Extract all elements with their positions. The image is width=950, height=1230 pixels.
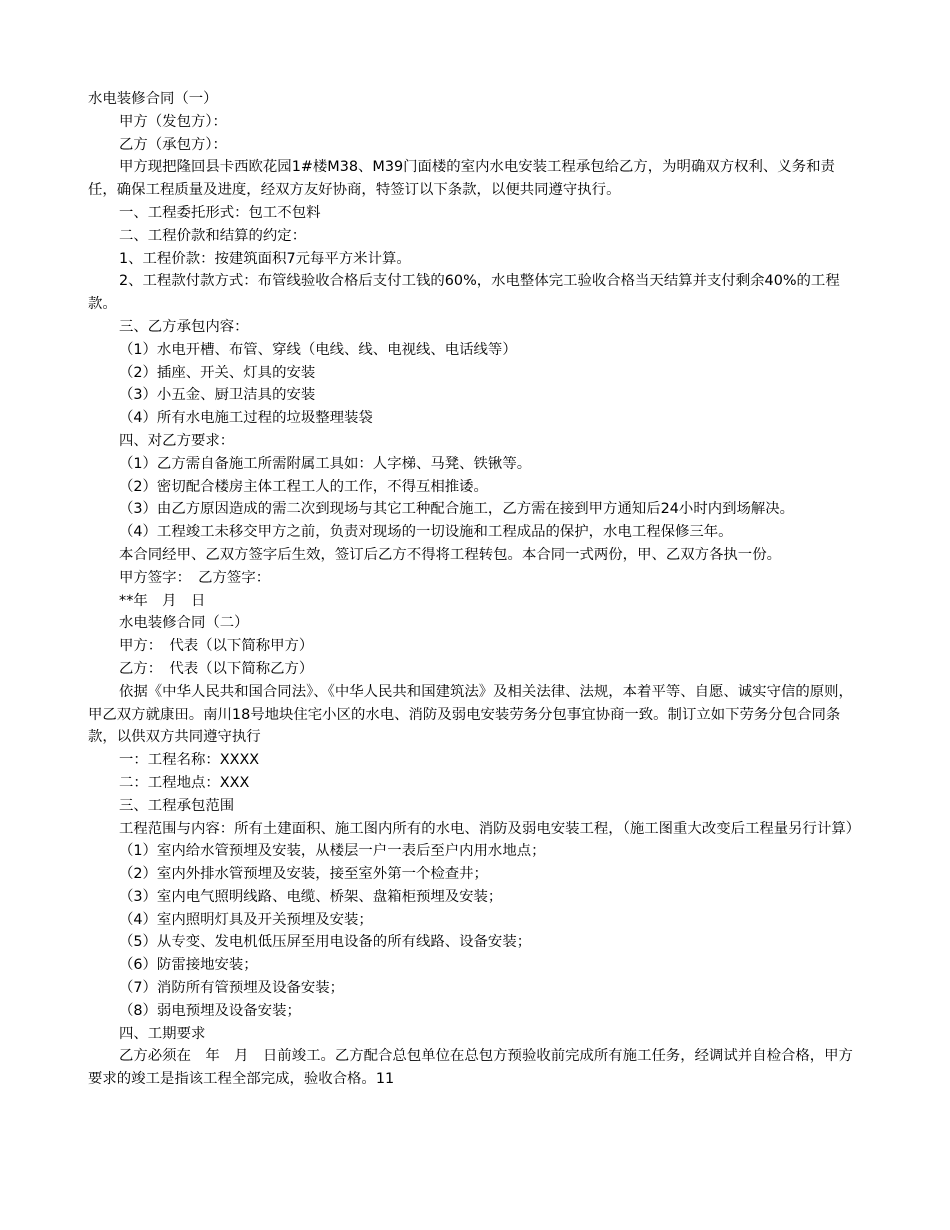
list-item: （5）从专变、发电机低压屏至用电设备的所有线路、设备安装； bbox=[119, 934, 532, 951]
party-b-line: 乙方（承包方）： bbox=[119, 136, 227, 153]
list-item: （2）密切配合楼房主体工程工人的工作，不得互相推诿。 bbox=[119, 478, 488, 495]
list-item: （3）由乙方原因造成的需二次到现场与其它工种配合施工，乙方需在接到甲方通知后24小时内到场解决。 bbox=[119, 501, 795, 518]
clause-item: 二：工程地点：XXX bbox=[119, 774, 250, 791]
schedule-paragraph: 乙方必须在 年 月 日前竣工。乙方配合总包单位在总包方预验收前完成所有施工任务，经调试并自检合格，甲方要求的竣工是指该工程全部完成，验收合格。11 bbox=[88, 1048, 853, 1088]
clause-item: 一：工程名称：XXXX bbox=[119, 752, 260, 769]
list-item: （1）乙方需自备施工所需附属工具如：人字梯、马凳、铁锹等。 bbox=[119, 455, 532, 472]
contract-two-title: 水电装修合同（二） bbox=[119, 615, 249, 632]
signature-line: 甲方签字： 乙方签字： bbox=[119, 569, 271, 586]
scope-paragraph: 工程范围与内容：所有土建面积、施工图内所有的水电、消防及弱电安装工程，（施工图重大改变后工程量另行计算） bbox=[119, 820, 861, 837]
section-heading: 四、工期要求 bbox=[119, 1025, 206, 1042]
date-line: **年 月 日 bbox=[119, 592, 206, 609]
list-item: （1）水电开槽、布管、穿线（电线、线、电视线、电话线等） bbox=[119, 341, 517, 358]
effect-clause: 本合同经甲、乙双方签字后生效，签订后乙方不得将工程转包。本合同一式两份，甲、乙双方各执一份。 bbox=[119, 546, 781, 563]
document-page bbox=[88, 88, 863, 1091]
list-item: （4）室内照明灯具及开关预埋及安装； bbox=[119, 911, 373, 928]
basis-paragraph: 依据《中华人民共和国合同法》、《中华人民共和国建筑法》及相关法律、法规，本着平等、自愿、诚实守信的原则，甲乙双方就康田。南川18号地块住宅小区的水电、消防及弱电安装劳务分包事宜协商一致。制订立如下劳务分包合同条款，以供双方共同遵守执行 bbox=[88, 683, 853, 746]
intro-paragraph: 甲方现把隆回县卡西欧花园1#楼M38、M39门面楼的室内水电安装工程承包给乙方，为明确双方权利、义务和责任，确保工程质量及进度，经双方友好协商，特签订以下条款，以便共同遵守执行。 bbox=[88, 159, 835, 199]
list-item: （4）所有水电施工过程的垃圾整理装袋 bbox=[119, 410, 373, 427]
list-item: （1）室内给水管预埋及安装，从楼层一户一表后至户内用水地点； bbox=[119, 843, 546, 860]
list-item: （2）插座、开关、灯具的安装 bbox=[119, 364, 316, 381]
section-heading: 二、工程价款和结算的约定： bbox=[119, 227, 307, 244]
list-item: （7）消防所有管预埋及设备安装； bbox=[119, 980, 345, 997]
clause-item: 2、工程款付款方式：布管线验收合格后支付工钱的60%，水电整体完工验收合格当天结算并支付剩余40%的工程款。 bbox=[88, 273, 840, 313]
party-a-line: 甲方（发包方）： bbox=[119, 113, 227, 130]
list-item: （3）小五金、厨卫洁具的安装 bbox=[119, 387, 316, 404]
list-item: （6）防雷接地安装； bbox=[119, 957, 258, 974]
list-item: （3）室内电气照明线路、电缆、桥架、盘箱柜预埋及安装； bbox=[119, 888, 503, 905]
list-item: （2）室内外排水管预埋及安装，接至室外第一个检查井； bbox=[119, 866, 488, 883]
contract-one-title: 水电装修合同（一） bbox=[88, 91, 218, 107]
list-item: （4）工程竣工未移交甲方之前，负责对现场的一切设施和工程成品的保护，水电工程保修三年。 bbox=[119, 524, 733, 541]
party-a-line: 甲方： 代表（以下简称甲方） bbox=[119, 638, 314, 655]
section-heading: 三、工程承包范围 bbox=[119, 797, 235, 814]
clause-item: 1、工程价款：按建筑面积7元每平方米计算。 bbox=[119, 250, 411, 267]
section-heading: 一、工程委托形式：包工不包料 bbox=[119, 204, 321, 221]
section-heading: 三、乙方承包内容： bbox=[119, 318, 249, 335]
party-b-line: 乙方： 代表（以下简称乙方） bbox=[119, 660, 314, 677]
section-heading: 四、对乙方要求： bbox=[119, 432, 235, 449]
list-item: （8）弱电预埋及设备安装； bbox=[119, 1002, 301, 1019]
